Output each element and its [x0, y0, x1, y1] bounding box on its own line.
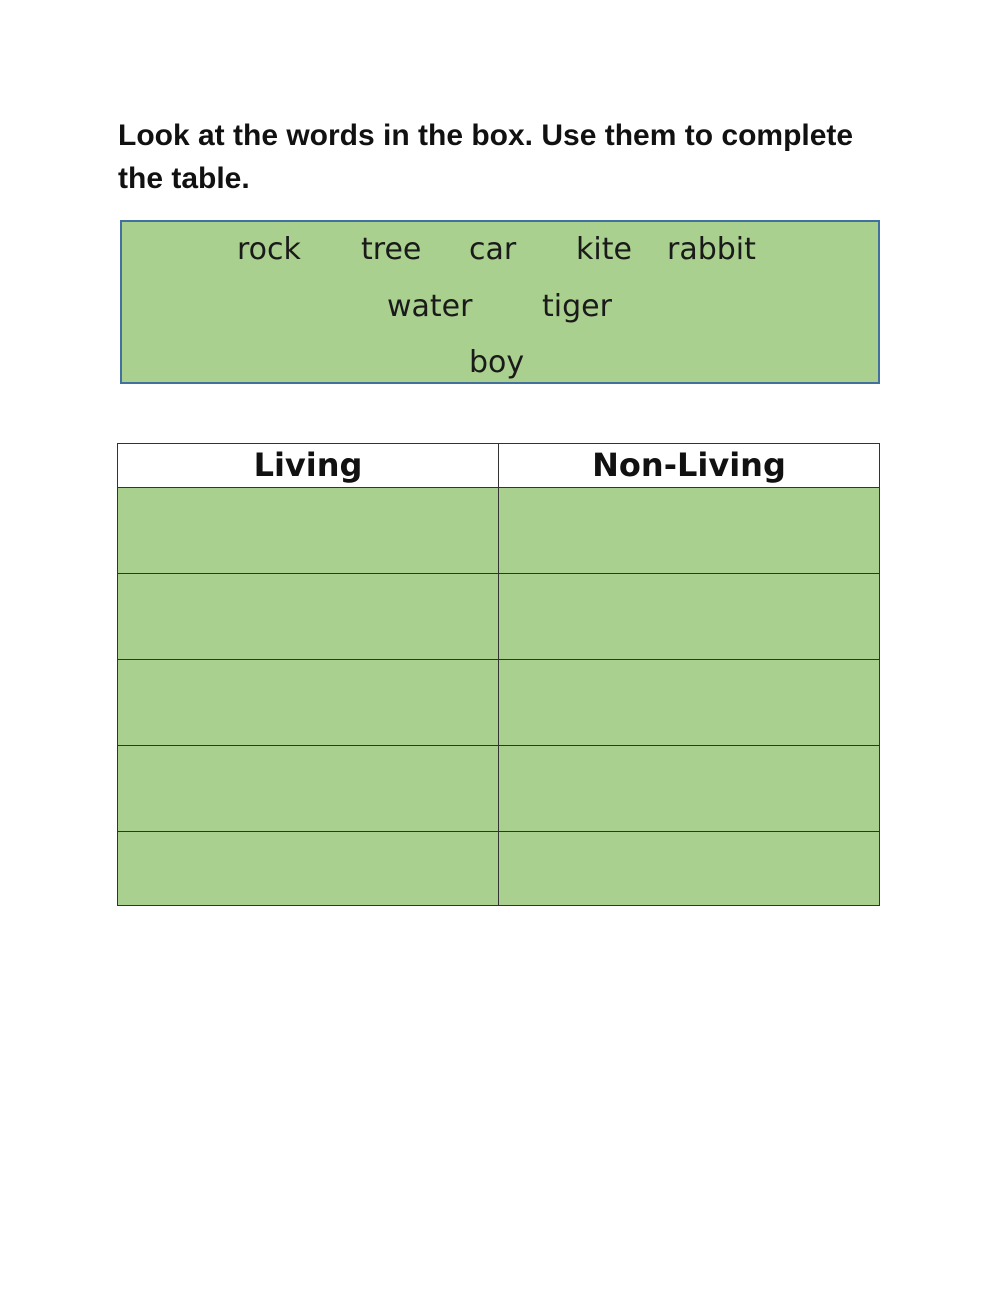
- living-drop-cell[interactable]: [118, 660, 499, 746]
- non-living-drop-cell[interactable]: [499, 574, 880, 660]
- table-row: [118, 574, 880, 660]
- word-car[interactable]: car: [469, 232, 517, 267]
- non-living-drop-cell[interactable]: [499, 660, 880, 746]
- word-water[interactable]: water: [387, 289, 473, 324]
- word-rabbit[interactable]: rabbit: [667, 232, 756, 267]
- header-living: Living: [118, 444, 499, 488]
- word-tiger[interactable]: tiger: [542, 289, 612, 324]
- word-box: [120, 220, 880, 384]
- living-drop-cell[interactable]: [118, 488, 499, 574]
- living-drop-cell[interactable]: [118, 574, 499, 660]
- table-row: [118, 660, 880, 746]
- non-living-drop-cell[interactable]: [499, 746, 880, 832]
- answer-table: [117, 443, 880, 906]
- non-living-drop-cell[interactable]: [499, 832, 880, 906]
- word-boy[interactable]: boy: [469, 345, 525, 380]
- living-drop-cell[interactable]: [118, 832, 499, 906]
- word-kite[interactable]: kite: [576, 232, 632, 267]
- word-rock[interactable]: rock: [237, 232, 301, 267]
- table-row: [118, 746, 880, 832]
- header-non-living: Non-Living: [499, 444, 880, 488]
- non-living-drop-cell[interactable]: [499, 488, 880, 574]
- table-header-row: [118, 444, 880, 488]
- living-drop-cell[interactable]: [118, 746, 499, 832]
- word-tree[interactable]: tree: [361, 232, 422, 267]
- instructions-text: Look at the words in the box. Use them to complete the table.: [118, 119, 854, 195]
- table-row: [118, 832, 880, 906]
- table-row: [118, 488, 880, 574]
